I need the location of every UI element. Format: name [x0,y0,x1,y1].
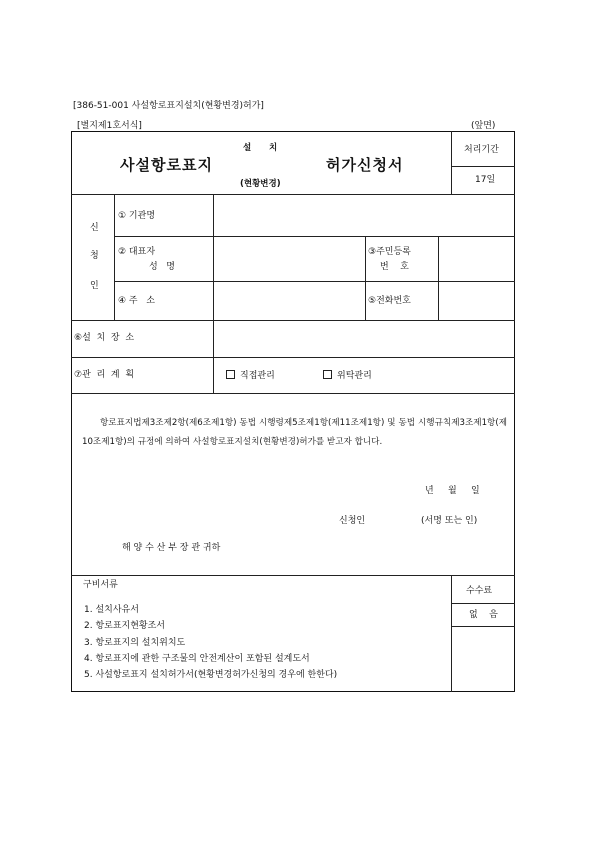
applicant-sign-label: 신청인 [339,516,366,526]
processing-period-label: 처리기간 [464,145,499,155]
management-option-direct[interactable] [226,370,275,382]
resident-number-field[interactable] [440,238,513,279]
divider [71,357,515,358]
org-name-label: ① 기관명 [118,211,156,221]
divider [114,194,115,320]
resident-number-label: ③주민등록 [368,247,411,257]
processing-period-value: 17일 [475,175,496,185]
addressee: 해 양 수 산 부 장 관 귀하 [122,543,221,553]
address-field[interactable] [215,283,363,318]
applicant-section-char: 신 [90,223,99,233]
signature-label: (서명 또는 인) [421,516,478,526]
direct-management-checkbox[interactable] [226,370,235,379]
form-title-left: 사설항로표지 [120,156,213,174]
divider [438,236,439,320]
divider [451,575,452,692]
form-code-line: [386-51-001 사설항로표지설치(현황변경)허가] [73,101,264,111]
consign-management-label: 위탁관리 [337,371,372,381]
form-title-right: 허가신청서 [326,156,404,174]
install-location-field[interactable] [215,322,513,355]
divider [451,626,515,627]
applicant-section-char: 인 [90,281,99,291]
request-paragraph: 항로표지법제3조제2항(제6조제1항) 동법 시행령제5조제1항(제11조제1항) 및 동법 시행규칙제3조제1항(제10조제1항)의 규정에 의하여 사설항로표지설치(현황변경)허가를 받고자 합니다. [82,418,507,447]
direct-management-label: 직접관리 [240,371,275,381]
divider [451,603,515,604]
required-documents-heading: 구비서류 [83,580,118,590]
divider [71,320,515,321]
document-item: 3. 항로표지의 설치위치도 [84,638,186,648]
divider [71,393,515,394]
representative-label: ② 대표자 [118,247,156,257]
install-location-label: ⑥설 치 장 소 [74,333,135,343]
page-side-label: (앞면) [471,121,496,131]
form-title-bottom: (현황변경) [240,179,281,189]
divider [451,166,515,167]
divider [451,131,452,194]
fee-label: 수수료 [466,586,493,596]
address-label: ④ 주 소 [118,296,155,306]
applicant-section-char: 청 [90,251,99,261]
document-item: 1. 설치사유서 [84,605,139,615]
fee-value: 없 음 [469,610,498,620]
org-name-field[interactable] [215,196,513,234]
divider [114,281,515,282]
document-item: 2. 항로표지현황조서 [84,621,166,631]
date-line: 년 월 일 [425,486,480,496]
resident-number-label-2: 번 호 [380,262,409,272]
divider [71,194,515,195]
representative-name-label: 성 명 [149,262,175,272]
form-title-top: 설 치 [243,143,278,153]
divider [365,236,366,320]
consign-management-checkbox[interactable] [323,370,332,379]
form-number: [별지제1호서식] [77,121,142,131]
phone-label: ⑤전화번호 [368,296,411,306]
representative-name-field[interactable] [215,238,363,279]
divider [213,194,214,393]
management-option-consign[interactable] [323,370,372,382]
management-plan-label: ⑦관 리 계 획 [74,370,135,380]
divider [114,236,515,237]
divider [71,575,515,576]
document-item: 4. 항로표지에 관한 구조물의 안전계산이 포함된 설계도서 [84,654,310,664]
phone-field[interactable] [440,283,513,318]
document-item: 5. 사설항로표지 설치허가서(현황변경허가신청의 경우에 한한다) [84,670,338,680]
